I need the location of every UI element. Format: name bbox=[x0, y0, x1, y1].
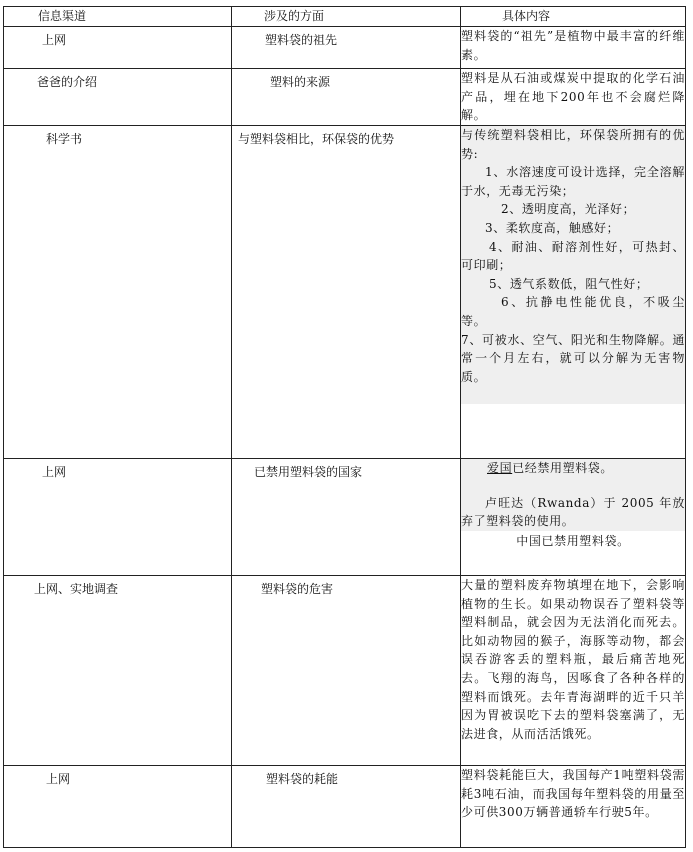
table-row bbox=[4, 69, 686, 126]
content-cell bbox=[461, 126, 686, 459]
banned-line-3: 中国已禁用塑料袋。 bbox=[516, 533, 630, 548]
channel-cell bbox=[4, 576, 232, 766]
advantage-item: 3、柔软度高，触感好； bbox=[485, 220, 620, 235]
aspect-cell bbox=[232, 459, 461, 576]
advantage-item: 1、水溶速度可设计选择，完全溶解于水，无毒无污染； bbox=[461, 165, 685, 198]
advantages-intro: 与传统塑料袋相比，环保袋所拥有的优势: bbox=[461, 128, 685, 161]
info-table bbox=[3, 6, 686, 848]
channel-cell bbox=[4, 459, 232, 576]
channel-text: 上网、实地调查 bbox=[34, 582, 119, 596]
header-channel: 信息渠道 bbox=[38, 9, 87, 23]
spacer bbox=[461, 478, 685, 494]
channel-cell bbox=[4, 766, 232, 848]
header-row bbox=[4, 7, 686, 27]
banned-line-2: 卢旺达（Rwanda）于 2005 年放弃了塑料袋的使用。 bbox=[461, 495, 685, 529]
aspect-cell bbox=[232, 126, 461, 459]
content-cell bbox=[461, 766, 686, 848]
aspect-text: 与塑料袋相比，环保袋的优势 bbox=[238, 132, 395, 146]
header-content-cell bbox=[461, 7, 686, 27]
aspect-text: 已禁用塑料袋的国家 bbox=[254, 465, 363, 479]
header-channel-cell bbox=[4, 7, 232, 27]
channel-cell bbox=[4, 69, 232, 126]
country-link[interactable]: 爱国 bbox=[487, 461, 513, 475]
content-text: 塑料袋耗能巨大，我国每产1吨塑料袋需耗3吨石油，而我国每年塑料袋的用量至少可供300万辆普通轿车行驶5年。 bbox=[461, 768, 685, 820]
aspect-text: 塑料的来源 bbox=[270, 75, 331, 89]
table-row bbox=[4, 459, 686, 576]
aspect-cell bbox=[232, 27, 461, 69]
advantages-block bbox=[461, 126, 685, 404]
channel-text: 爸爸的介绍 bbox=[37, 75, 98, 89]
banned-line-1-rest: 已经禁用塑料袋。 bbox=[512, 461, 614, 475]
content-text: 塑料袋的“祖先”是植物中最丰富的纤维素。 bbox=[461, 29, 685, 62]
header-content: 具体内容 bbox=[502, 9, 551, 23]
table-row bbox=[4, 576, 686, 766]
content-text: 大量的塑料废弃物填埋在地下，会影响植物的生长。如果动物误吞了塑料袋等塑料制品，就会因为无法消化而死去。比如动物园的猴子，海豚等动物，都会误吞游客丢的塑料瓶，最后痛苦地死去。飞翔的海鸟，因啄食了各种各样的塑料而饿死。去年青海湖畔的近千只羊因为胃被误吃下去的塑料袋塞满了，无法进食，从而活活饿死。 bbox=[461, 578, 685, 741]
table-row bbox=[4, 126, 686, 459]
advantage-item: 6、抗静电性能优良，不吸尘等。 bbox=[461, 295, 685, 328]
advantage-item: 7、可被水、空气、阳光和生物降解。通常一个月左右，就可以分解为无害物质。 bbox=[461, 332, 685, 384]
aspect-cell bbox=[232, 766, 461, 848]
content-cell bbox=[461, 459, 686, 576]
channel-cell bbox=[4, 126, 232, 459]
content-cell bbox=[461, 576, 686, 766]
content-text: 塑料是从石油或煤炭中提取的化学石油产品，埋在地下200年也不会腐烂降解。 bbox=[461, 71, 685, 123]
channel-text: 科学书 bbox=[46, 132, 83, 146]
advantage-item: 5、透气系数低，阻气性好； bbox=[489, 276, 649, 291]
header-aspect: 涉及的方面 bbox=[264, 9, 325, 23]
table-row bbox=[4, 27, 686, 69]
advantage-item: 4、耐油、耐溶剂性好，可热封、可印刷； bbox=[461, 239, 685, 273]
content-cell bbox=[461, 27, 686, 69]
aspect-cell bbox=[232, 576, 461, 766]
channel-cell bbox=[4, 27, 232, 69]
table-row bbox=[4, 766, 686, 848]
header-aspect-cell bbox=[232, 7, 461, 27]
aspect-text: 塑料袋的耗能 bbox=[266, 772, 339, 786]
aspect-cell bbox=[232, 69, 461, 126]
banned-block bbox=[461, 459, 685, 531]
content-cell bbox=[461, 69, 686, 126]
channel-text: 上网 bbox=[42, 465, 67, 479]
banned-line-1 bbox=[461, 459, 685, 478]
aspect-text: 塑料袋的祖先 bbox=[265, 33, 338, 47]
channel-text: 上网 bbox=[42, 33, 67, 47]
advantage-item: 2、透明度高，光泽好； bbox=[501, 202, 636, 217]
channel-text: 上网 bbox=[46, 772, 71, 786]
aspect-text: 塑料袋的危害 bbox=[261, 582, 334, 596]
